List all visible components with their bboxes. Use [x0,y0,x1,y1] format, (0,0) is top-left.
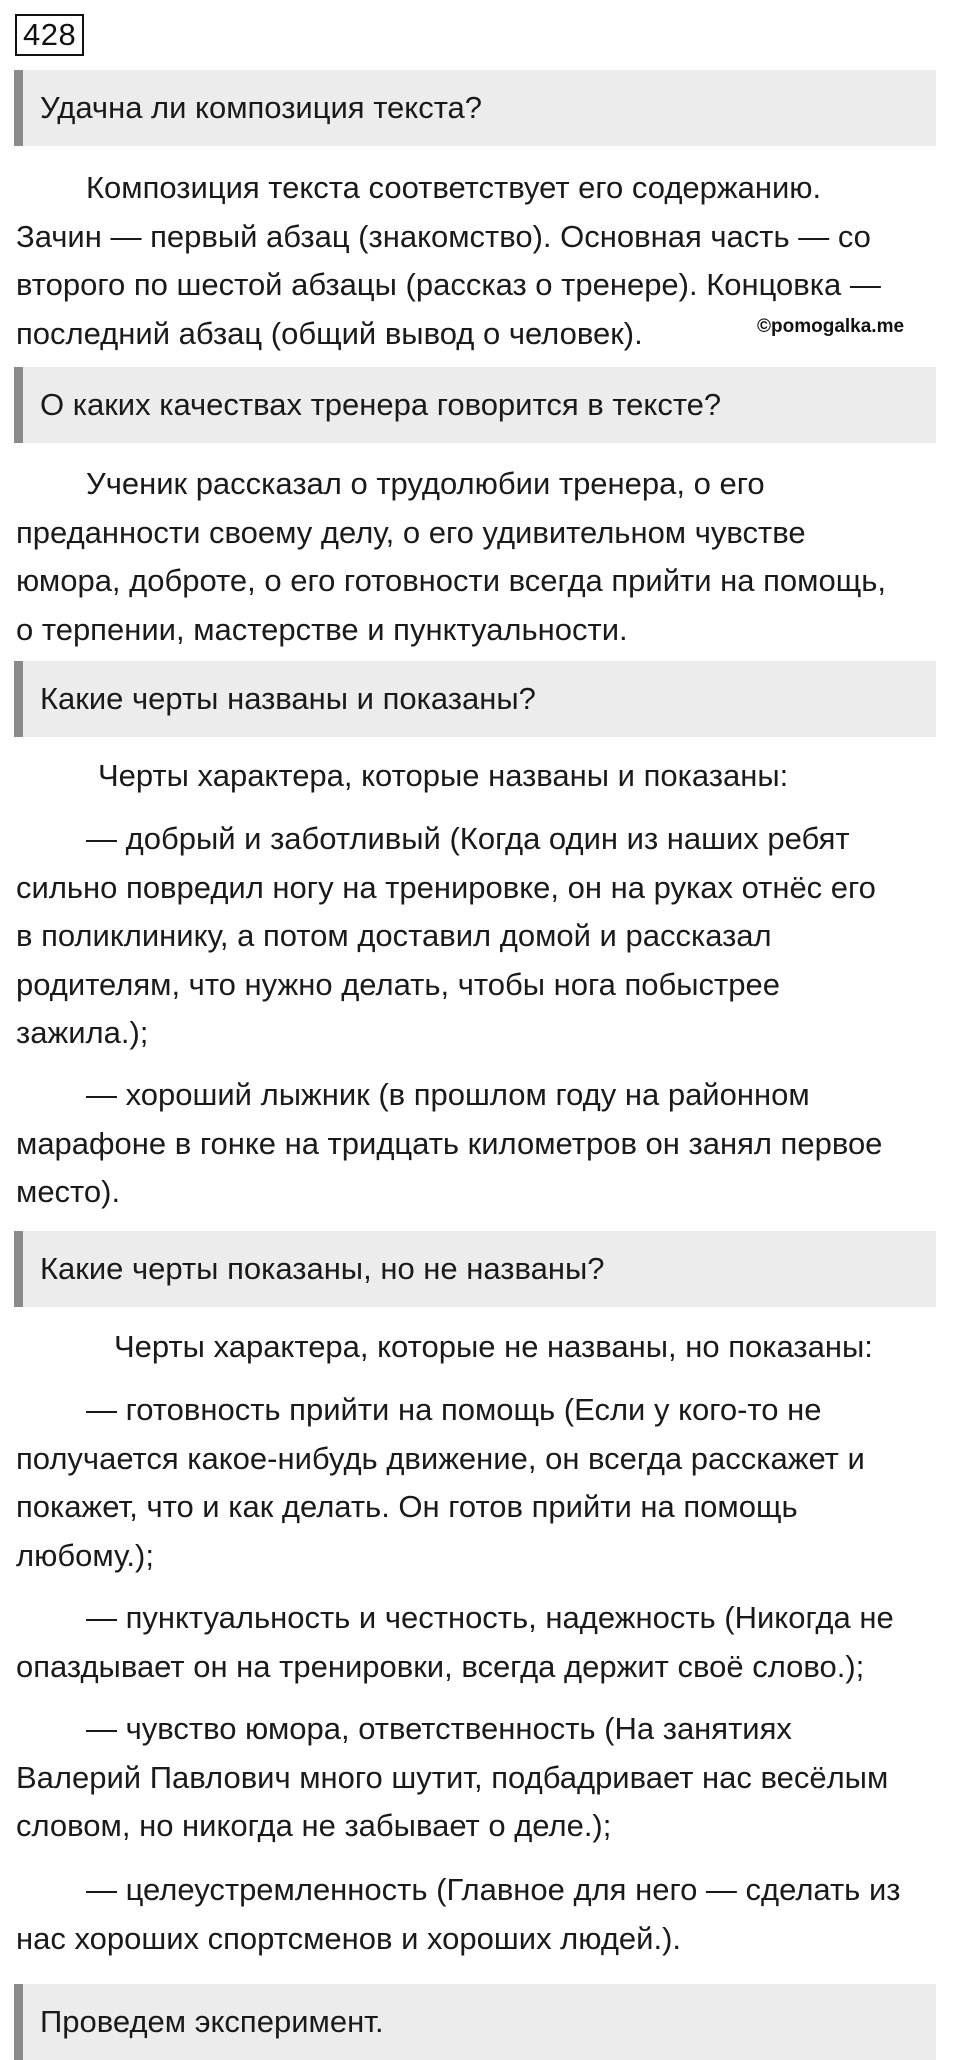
question-heading: Проведем эксперимент. [14,1984,936,2060]
text-line: — добрый и заботливый (Когда один из наших ребят [86,821,850,856]
text-line: зажила.); [16,1015,149,1050]
text-line: — готовность прийти на помощь (Если у кого-то не [86,1392,822,1427]
task-number: 428 [15,14,84,56]
question-heading: Какие черты показаны, но не названы? [14,1231,936,1307]
answer-paragraph [16,1386,951,1580]
text-line: в поликлинику, а потом доставил домой и рассказал [16,918,772,953]
text-line: получается какое-нибудь движение, он всегда расскажет и [16,1440,865,1476]
question-heading: Какие черты названы и показаны? [14,661,936,737]
text-line: Композиция текста соответствует его содержанию. [86,170,822,205]
answer-paragraph [16,460,951,654]
question-heading: О каких качествах тренера говорится в тексте? [14,367,936,443]
text-line: любому.); [16,1537,154,1573]
text-line: место). [16,1174,121,1209]
answer-paragraph [16,1594,951,1691]
text-line: последний абзац (общий вывод о человек). [16,315,643,351]
answer-paragraph [16,1705,951,1851]
text-line: словом, но никогда не забывает о деле.); [16,1808,612,1843]
text-line: — хороший лыжник (в прошлом году на районном [86,1077,810,1112]
watermark: ©pomogalka.me [757,316,905,337]
text-line: опаздывает он на тренировки, всегда держит своё слово.); [16,1648,865,1684]
text-line: — чувство юмора, ответственность (На занятиях [86,1711,792,1746]
text-line: Валерий Павлович много шутит, подбадривает нас весёлым [16,1759,889,1795]
text-line: Зачин — первый абзац (знакомство). Основная часть — со [16,218,871,254]
answer-paragraph [16,1323,951,1372]
answer-paragraph [16,1071,951,1217]
answer-paragraph [16,815,951,1058]
text-line: Черты характера, которые не названы, но показаны: [114,1329,873,1364]
text-line: — пунктуальность и честность, надежность (Никогда не [86,1600,894,1635]
text-line: марафоне в гонке на тридцать километров он занял первое [16,1125,883,1161]
text-line: нас хороших спортсменов и хороших людей.). [16,1920,682,1956]
text-line: сильно повредил ногу на тренировке, он на руках отнёс его [16,869,876,905]
text-line: покажет, что и как делать. Он готов прийти на помощь [16,1489,798,1524]
question-heading: Удачна ли композиция текста? [14,70,936,146]
text-line: — целеустремленность (Главное для него — сделать из [86,1872,901,1907]
answer-paragraph [16,752,951,801]
text-line: второго по шестой абзацы (рассказ о тренере). Концовка — [16,267,881,302]
text-line: Ученик рассказал о трудолюбии тренера, о его [86,466,765,501]
text-line: Черты характера, которые названы и показаны: [98,758,789,793]
text-line: юмора, доброте, о его готовности всегда прийти на помощь, [16,563,886,598]
text-line: родителям, что нужно делать, чтобы нога побыстрее [16,966,780,1002]
text-line: о терпении, мастерстве и пунктуальности. [16,611,628,647]
answer-paragraph [16,1866,951,1963]
text-line: преданности своему делу, о его удивительном чувстве [16,514,806,550]
